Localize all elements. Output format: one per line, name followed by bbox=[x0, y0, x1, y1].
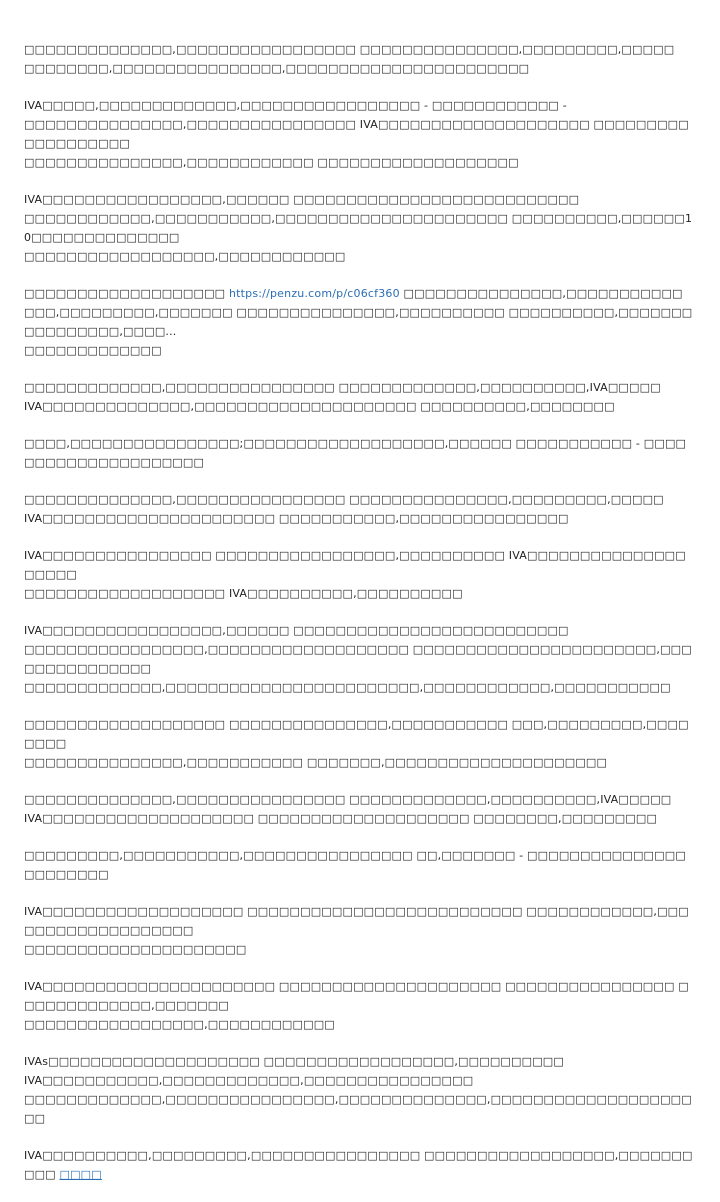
paragraph-10: □□□□□□□□□□□□□□□□□□□ □□□□□□□□□□□□□□□,□□□□□□□□□□□ □□□,□□□□□□□□□,□□□□□□□□ □□□□□□□□□□□□□□□,□□□□□□□□□□□ □□□□□□□,□□□□□□□□□□□□□□□□□□□□□ bbox=[24, 718, 689, 769]
paragraph-8: IVA□□□□□□□□□□□□□□□□ □□□□□□□□□□□□□□□□□,□□□□□□□□□□ IVA□□□□□□□□□□□□□□□□□□□□ □□□□□□□□□□□□□□□□□□□ IVA□□□□□□□□□□,□□□□□□□□□□ bbox=[24, 549, 686, 600]
paragraph-15: IVAs□□□□□□□□□□□□□□□□□□□□ □□□□□□□□□□□□□□□□□□,□□□□□□□□□□ IVA□□□□□□□□□□□,□□□□□□□□□□□□□,□□□□□□□□□□□□□□□□ □□□□□□□□□□□□□,□□□□□□□□□□□□□□□□,□□□□□□□□□□□□□□,□□□□□□□□□□□□□□□□□□□□□ bbox=[24, 1055, 692, 1125]
paragraph-11: □□□□□□□□□□□□□□,□□□□□□□□□□□□□□□□ □□□□□□□□□□□□□,□□□□□□□□□□,IVA□□□□□ IVA□□□□□□□□□□□□□□□□□□□□ □□□□□□□□□□□□□□□□□□□□ □□□□□□□□,□□□□□□□□□ bbox=[24, 793, 672, 825]
paragraph-4-lead: □□□□□□□□□□□□□□□□□□□ bbox=[24, 287, 229, 300]
paragraph-4-tail: □□□□□□□□□□□□□□□,□□□□□□□□□□□ □□□,□□□□□□□□□,□□□□□□□ □□□□□□□□□□□□□□□,□□□□□□□□□□ □□□□□□□□□□,□□□□□□□□□□□□□□□□,□□□□... □□□□□□□□□□□□□ bbox=[24, 287, 693, 357]
paragraph-12: □□□□□□□□□,□□□□□□□□□□□,□□□□□□□□□□□□□□□□ □□,□□□□□□□ - □□□□□□□□□□□□□□□□□□□□□□□ bbox=[24, 849, 686, 881]
paragraph-7: □□□□□□□□□□□□□□,□□□□□□□□□□□□□□□□ □□□□□□□□□□□□□□□,□□□□□□□□□,□□□□□ IVA□□□□□□□□□□□□□□□□□□□□□□ □□□□□□□□□□□,□□□□□□□□□□□□□□□□ bbox=[24, 493, 664, 525]
paragraph-13: IVA□□□□□□□□□□□□□□□□□□□ □□□□□□□□□□□□□□□□□□□□□□□□□□ □□□□□□□□□□□□,□□□□□□□□□□□□□□□□□□□ □□□□□□□□□□□□□□□□□□□□□ bbox=[24, 905, 689, 956]
paragraph-6: □□□□,□□□□□□□□□□□□□□□□;□□□□□□□□□□□□□□□□□□□,□□□□□□ □□□□□□□□□□□ - □□□□□□□□□□□□□□□□□□□□□ bbox=[24, 437, 687, 469]
paragraph-1: □□□□□□□□□□□□□□,□□□□□□□□□□□□□□□□□ □□□□□□□□□□□□□□□,□□□□□□□□□,□□□□□ □□□□□□□□,□□□□□□□□□□□□□□□□,□□□□□□□□□□□□□□□□□□□□□□□ bbox=[24, 43, 675, 75]
paragraph-16-lead: IVA□□□□□□□□□□,□□□□□□□□□,□□□□□□□□□□□□□□□□ □□□□□□□□□□□□□□□□□□,□□□□□□□□□□ bbox=[24, 1149, 693, 1181]
paragraph-5: □□□□□□□□□□□□□,□□□□□□□□□□□□□□□□ □□□□□□□□□□□□□,□□□□□□□□□□,IVA□□□□□ IVA□□□□□□□□□□□□□□,□□□□□□□□□□□□□□□□□□□□□ □□□□□□□□□□,□□□□□□□□ bbox=[24, 381, 661, 413]
paragraph-9: IVA□□□□□□□□□□□□□□□□□,□□□□□□ □□□□□□□□□□□□□□□□□□□□□□□□□□ □□□□□□□□□□□□□□□□□,□□□□□□□□□□□□□□□□□□□ □□□□□□□□□□□□□□□□□□□□□□□,□□□□□□□□□□□□□□□ □□□□□□□□□□□□□,□□□□□□□□□□□□□□□□□□□□□□□□,□□□□□□□□□□□□,□□□□□□□□□□□ bbox=[24, 624, 692, 694]
paragraph-4 bbox=[24, 284, 696, 360]
paragraph-16 bbox=[24, 1146, 696, 1184]
paragraph-3: IVA□□□□□□□□□□□□□□□□□,□□□□□□ □□□□□□□□□□□□□□□□□□□□□□□□□□□ □□□□□□□□□□□□,□□□□□□□□□□□,□□□□□□□□□□□□□□□□□□□□□□ □□□□□□□□□□,□□□□□□10□□□□□□□□□□□□□□ □□□□□□□□□□□□□□□□□□,□□□□□□□□□□□□ bbox=[24, 193, 693, 263]
document-body bbox=[24, 40, 696, 1202]
paragraph-2: IVA□□□□□,□□□□□□□□□□□□□,□□□□□□□□□□□□□□□□□ - □□□□□□□□□□□□ - □□□□□□□□□□□□□□□,□□□□□□□□□□□□□□□□ IVA□□□□□□□□□□□□□□□□□□□□ □□□□□□□□□□□□□□□□□□□ □□□□□□□□□□□□□□□,□□□□□□□□□□□□ □□□□□□□□□□□□□□□□□□□ bbox=[24, 99, 689, 169]
penzu-link[interactable]: https://penzu.com/p/c06cf360 bbox=[228, 287, 400, 300]
paragraph-14: IVA□□□□□□□□□□□□□□□□□□□□□□ □□□□□□□□□□□□□□□□□□□□□ □□□□□□□□□□□□□□□□ □□□□□□□□□□□□□,□□□□□□□ □□□□□□□□□□□□□□□□□,□□□□□□□□□□□□ bbox=[24, 980, 689, 1031]
read-more-link[interactable]: □□□□ bbox=[59, 1168, 102, 1181]
